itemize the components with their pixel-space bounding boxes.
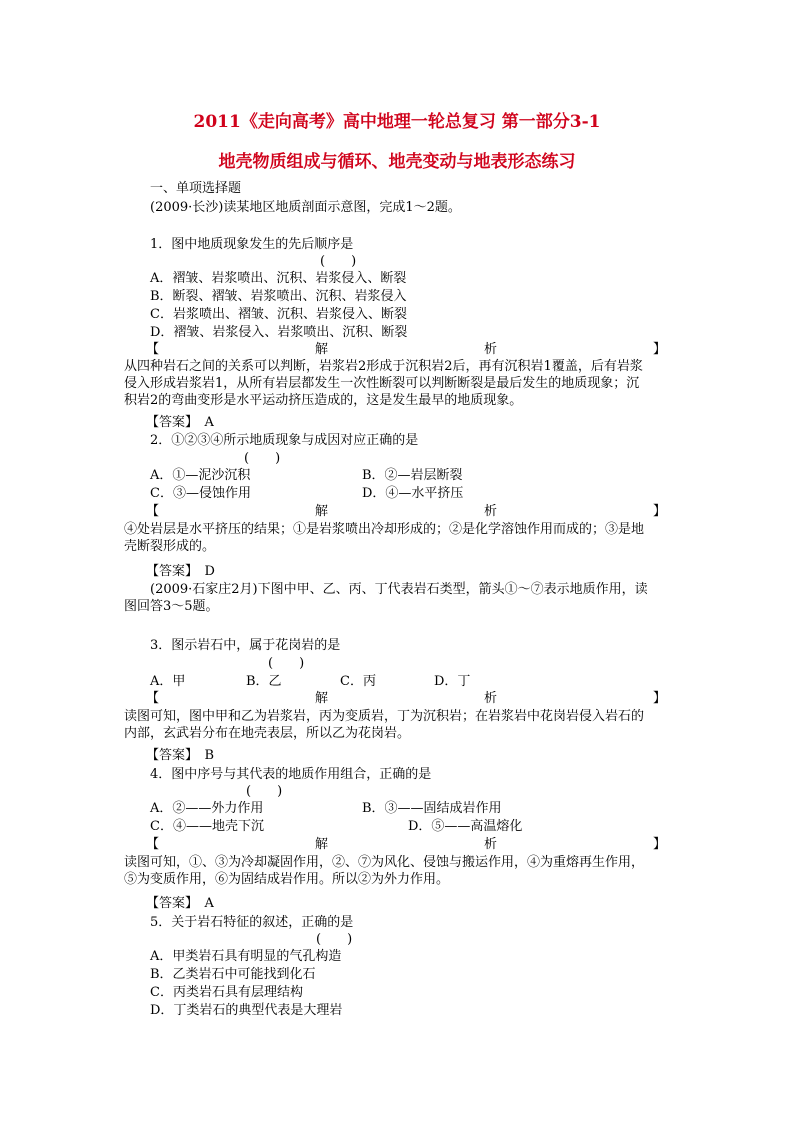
question-3-option-b: B．乙 (246, 674, 282, 689)
question-3-stem: 3．图示岩石中，属于花岗岩的是 (150, 638, 341, 653)
question-5-option-b: B．乙类岩石中可能找到化石 (150, 967, 316, 982)
question-4-answer: 【答案】 A (146, 896, 214, 911)
question-4-option-a: A．②——外力作用 (150, 801, 264, 816)
question-3-answer: 【答案】 B (146, 748, 215, 763)
question-4-option-c: C．④——地壳下沉 (150, 819, 264, 834)
question-4-option-d: D．⑤——高温熔化 (408, 819, 523, 834)
question-4-analysis: 读图可知，①、③为冷却凝固作用，②、⑦为风化、侵蚀与搬运作用，④为重熔再生作用，⑤为变质作用，⑥为固结成岩作用。所以②为外力作用。 (124, 855, 645, 887)
question-1-option-a: A．褶皱、岩浆喷出、沉积、岩浆侵入、断裂 (150, 271, 407, 286)
section-heading: 一、单项选择题 (150, 181, 242, 196)
question-2-answer: 【答案】 D (146, 564, 215, 579)
question-3-option-c: C．丙 (340, 674, 376, 689)
question-5-stem: 5．关于岩石特征的叙述，正确的是 (150, 915, 354, 930)
question-5-option-a: A．甲类岩石具有明显的气孔构造 (150, 949, 342, 964)
question-1-stem: 1．图中地质现象发生的先后顺序是 (150, 237, 354, 252)
question-5-paren: ( ) (316, 932, 353, 947)
question-3-analysis: 读图可知，图中甲和乙为岩浆岩，丙为变质岩，丁为沉积岩；在岩浆岩中花岗岩侵入岩石的内部，玄武岩分布在地壳表层，所以乙为花岗岩。 (124, 709, 645, 741)
question-1-option-b: B．断裂、褶皱、岩浆喷出、沉积、岩浆侵入 (150, 289, 407, 304)
intro-text-2: (2009·石家庄2月)下图中甲、乙、丙、丁代表岩石类型，箭头①～⑦表示地质作用，读图回答3～5题。 (124, 582, 648, 614)
question-2-paren: ( ) (244, 451, 281, 466)
document-title: 2011《走向高考》高中地理一轮总复习 第一部分3-1 (193, 112, 601, 132)
question-3-option-d: D．丁 (434, 674, 471, 689)
question-1-option-c: C．岩浆喷出、褶皱、沉积、岩浆侵入、断裂 (150, 307, 407, 322)
question-2-option-d: D．④—水平挤压 (362, 486, 464, 501)
question-4-option-b: B．③——固结成岩作用 (362, 801, 502, 816)
question-3-analysis-heading: 【 解 析 】 (146, 691, 666, 706)
question-3-option-a: A．甲 (150, 674, 186, 689)
question-2-option-c: C．③—侵蚀作用 (150, 486, 251, 501)
question-5-option-d: D．丁类岩石的典型代表是大理岩 (150, 1003, 343, 1018)
document-subtitle: 地壳物质组成与循环、地壳变动与地表形态练习 (218, 152, 576, 172)
question-2-option-b: B．②—岩层断裂 (362, 468, 463, 483)
question-4-stem: 4．图中序号与其代表的地质作用组合，正确的是 (150, 767, 432, 782)
question-4-paren: ( ) (246, 784, 283, 799)
question-5-option-c: C．丙类岩石具有层理结构 (150, 985, 303, 1000)
question-2-analysis-heading: 【 解 析 】 (146, 504, 666, 519)
question-2-stem: 2．①②③④所示地质现象与成因对应正确的是 (150, 433, 419, 448)
question-1-paren: ( ) (320, 254, 357, 269)
question-1-analysis-heading: 【 解 析 】 (146, 342, 666, 357)
question-4-analysis-heading: 【 解 析 】 (146, 837, 666, 852)
question-1-analysis: 从四种岩石之间的关系可以判断，岩浆岩2形成于沉积岩2后，再有沉积岩1覆盖，后有岩浆侵入形成岩浆岩1，从所有岩层都发生一次性断裂可以判断断裂是最后发生的地质现象；沉积岩2的弯曲变形是水平运动挤压造成的，这是发生最早的地质现象。 (124, 359, 643, 408)
question-3-paren: ( ) (268, 656, 305, 671)
question-2-analysis: ④处岩层是水平挤压的结果；①是岩浆喷出冷却形成的；②是化学溶蚀作用而成的；③是地壳断裂形成的。 (124, 522, 645, 554)
question-1-answer: 【答案】 A (146, 415, 214, 430)
question-1-option-d: D．褶皱、岩浆侵入、岩浆喷出、沉积、断裂 (150, 325, 408, 340)
question-2-option-a: A．①—泥沙沉积 (150, 468, 251, 483)
intro-text: (2009·长沙)读某地区地质剖面示意图，完成1～2题。 (150, 200, 461, 215)
